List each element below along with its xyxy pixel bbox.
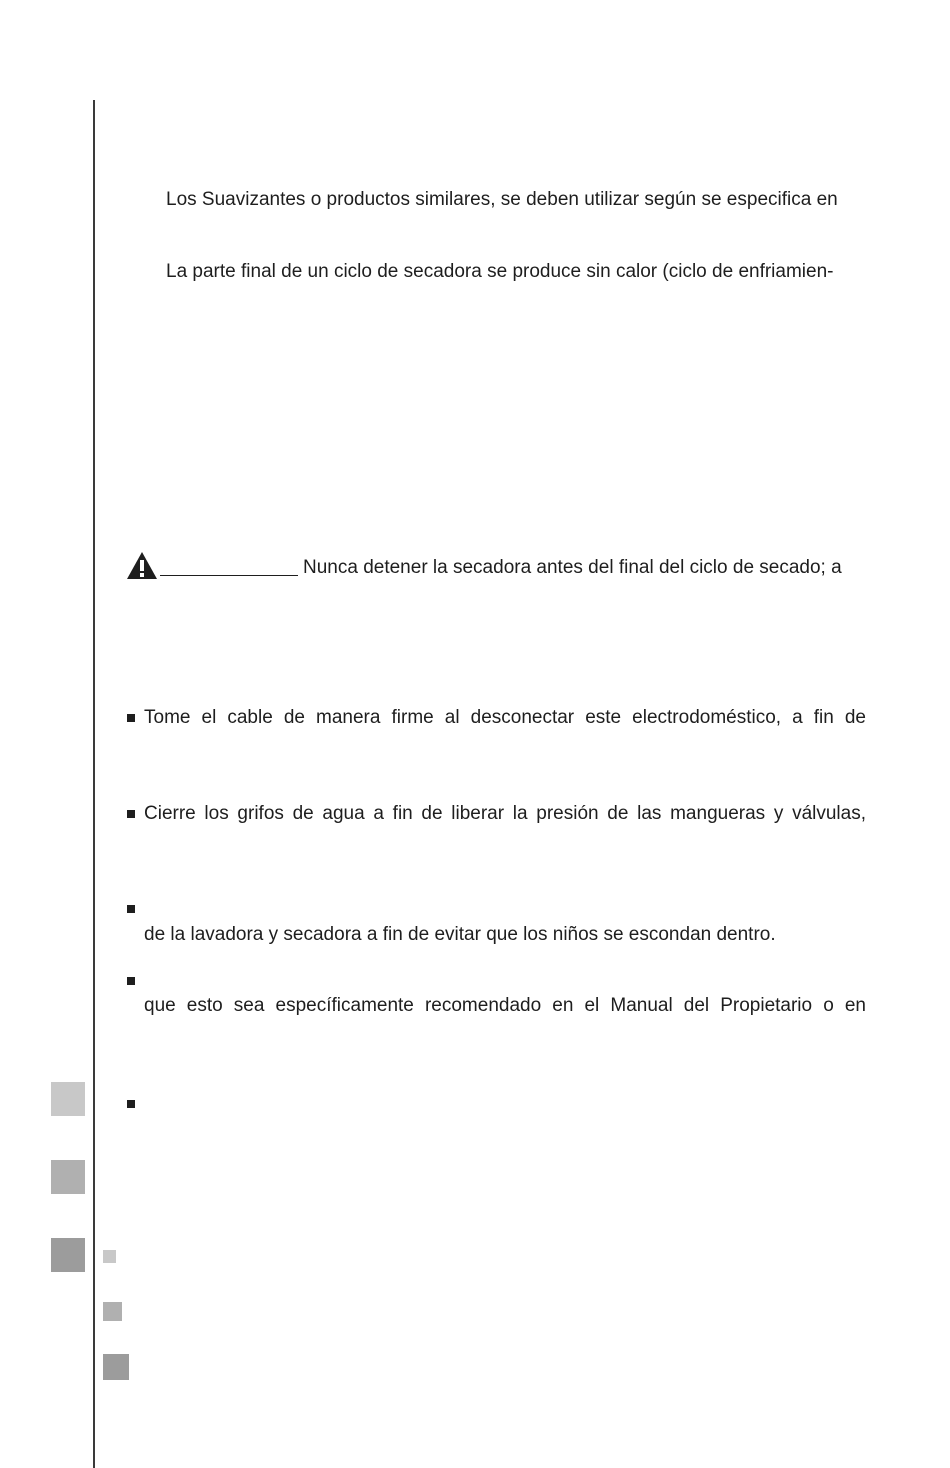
warning-underline bbox=[160, 575, 298, 576]
section-tab-medium bbox=[51, 1160, 85, 1194]
bullet-marker bbox=[127, 977, 135, 985]
section-tab-dark bbox=[51, 1238, 85, 1272]
section-tab-light bbox=[51, 1082, 85, 1116]
bullet-cable: Tome el cable de manera firme al desconectar este electrodoméstico, a fin de bbox=[144, 707, 866, 728]
bullet-taps: Cierre los grifos de agua a fin de liberar la presión de las mangueras y válvulas, bbox=[144, 803, 866, 824]
paragraph-softeners: Los Suavizantes o productos similares, se deben utilizar según se especifica en bbox=[166, 189, 838, 210]
bullet-marker bbox=[127, 905, 135, 913]
legend-square-light bbox=[103, 1250, 116, 1263]
legend-square-medium bbox=[103, 1302, 122, 1321]
legend-square-dark bbox=[103, 1354, 129, 1380]
warning-triangle-icon bbox=[126, 551, 158, 580]
bullet-children: de la lavadora y secadora a fin de evitar que los niños se escondan dentro. bbox=[144, 924, 776, 945]
paragraph-final-part: La parte final de un ciclo de secadora se produce sin calor (ciclo de enfriamien- bbox=[166, 261, 834, 282]
bullet-marker bbox=[127, 810, 135, 818]
bullet-marker bbox=[127, 714, 135, 722]
bullet-marker bbox=[127, 1100, 135, 1108]
bullet-manual: que esto sea específicamente recomendado en el Manual del Propietario o en bbox=[144, 995, 866, 1016]
margin-rule bbox=[93, 100, 95, 1468]
warning-text: Nunca detener la secadora antes del final del ciclo de secado; a bbox=[303, 557, 842, 578]
